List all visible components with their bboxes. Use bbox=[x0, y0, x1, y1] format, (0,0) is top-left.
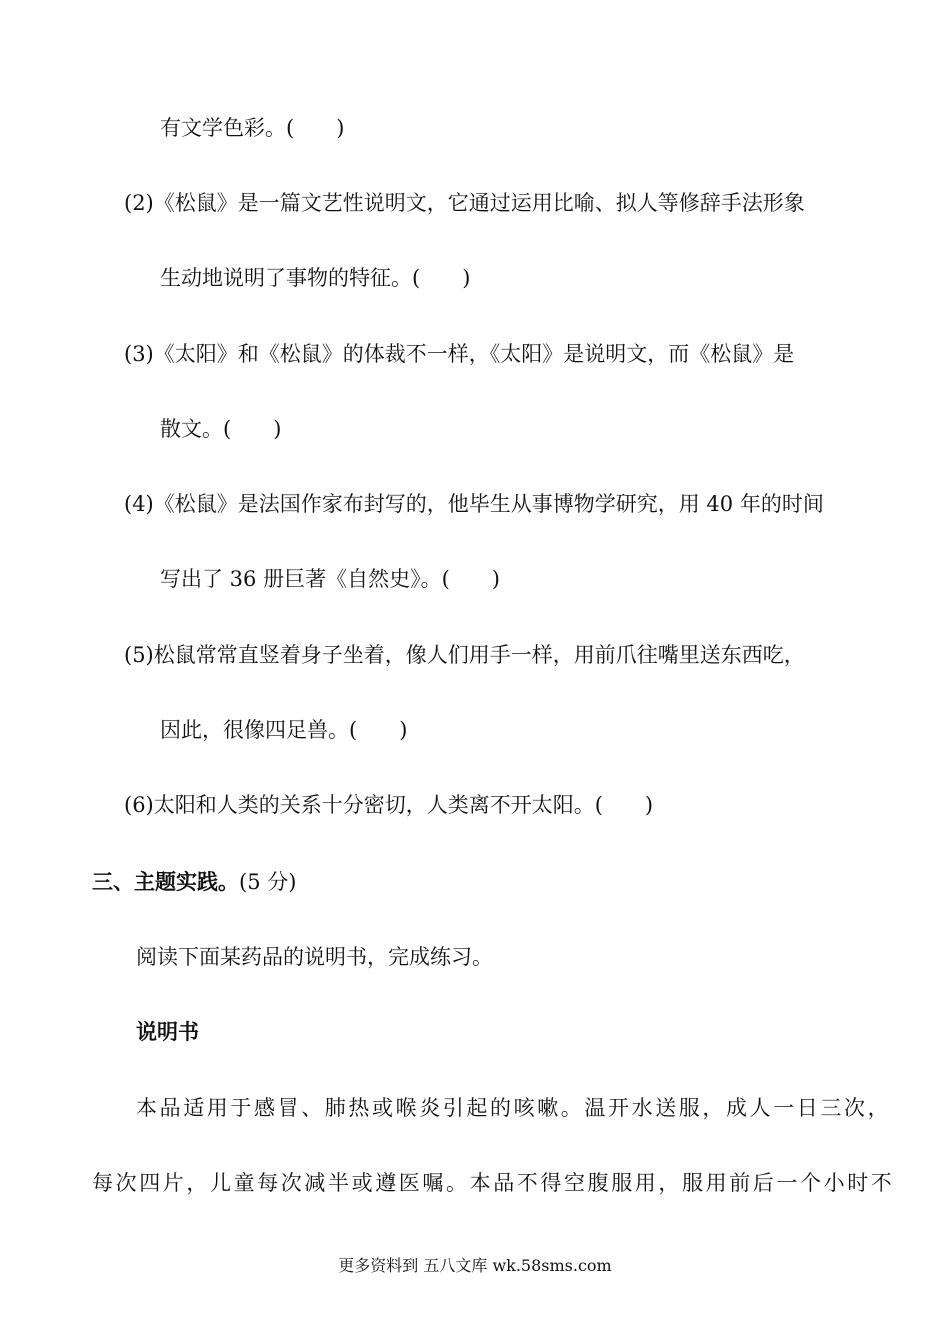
item-3-line-1: (3)《太阳》和《松鼠》的体裁不一样，《太阳》是说明文，而《松鼠》是 bbox=[124, 342, 795, 366]
item-5-line-2: 因此，很像四足兽。( ) bbox=[160, 718, 408, 742]
item-2-line-1: (2)《松鼠》是一篇文艺性说明文，它通过运用比喻、拟人等修辞手法形象 bbox=[124, 191, 805, 215]
item-1-continuation: 有文学色彩。( ) bbox=[160, 116, 345, 140]
instruction-body-line-1: 本品适用于感冒、肺热或喉炎引起的咳嗽。温开水送服，成人一日三次， bbox=[136, 1096, 892, 1120]
item-2-line-2: 生动地说明了事物的特征。( ) bbox=[160, 266, 471, 290]
item-5-line-1: (5)松鼠常常直竖着身子坐着，像人们用手一样，用前爪往嘴里送东西吃， bbox=[124, 643, 805, 667]
item-4-line-1: (4)《松鼠》是法国作家布封写的，他毕生从事博物学研究，用 40 年的时间 bbox=[124, 492, 824, 516]
item-3-line-2: 散文。( ) bbox=[160, 417, 282, 441]
item-4-line-2: 写出了 36 册巨著《自然史》。( ) bbox=[160, 567, 500, 591]
instruction-body-line-2: 每次四片，儿童每次减半或遵医嘱。本品不得空腹服用，服用前后一个小时不 bbox=[92, 1171, 895, 1195]
instruction-sheet-title: 说明书 bbox=[136, 1020, 199, 1044]
section-3-intro: 阅读下面某药品的说明书，完成练习。 bbox=[136, 945, 493, 969]
item-6-line: (6)太阳和人类的关系十分密切，人类离不开太阳。( ) bbox=[124, 793, 654, 817]
page-footer: 更多资料到 五八文库 wk.58sms.com bbox=[338, 1256, 612, 1275]
section-3-score: (5 分) bbox=[239, 870, 297, 894]
section-3-title: 三、主题实践。 bbox=[92, 870, 239, 894]
section-3-heading bbox=[92, 868, 296, 896]
